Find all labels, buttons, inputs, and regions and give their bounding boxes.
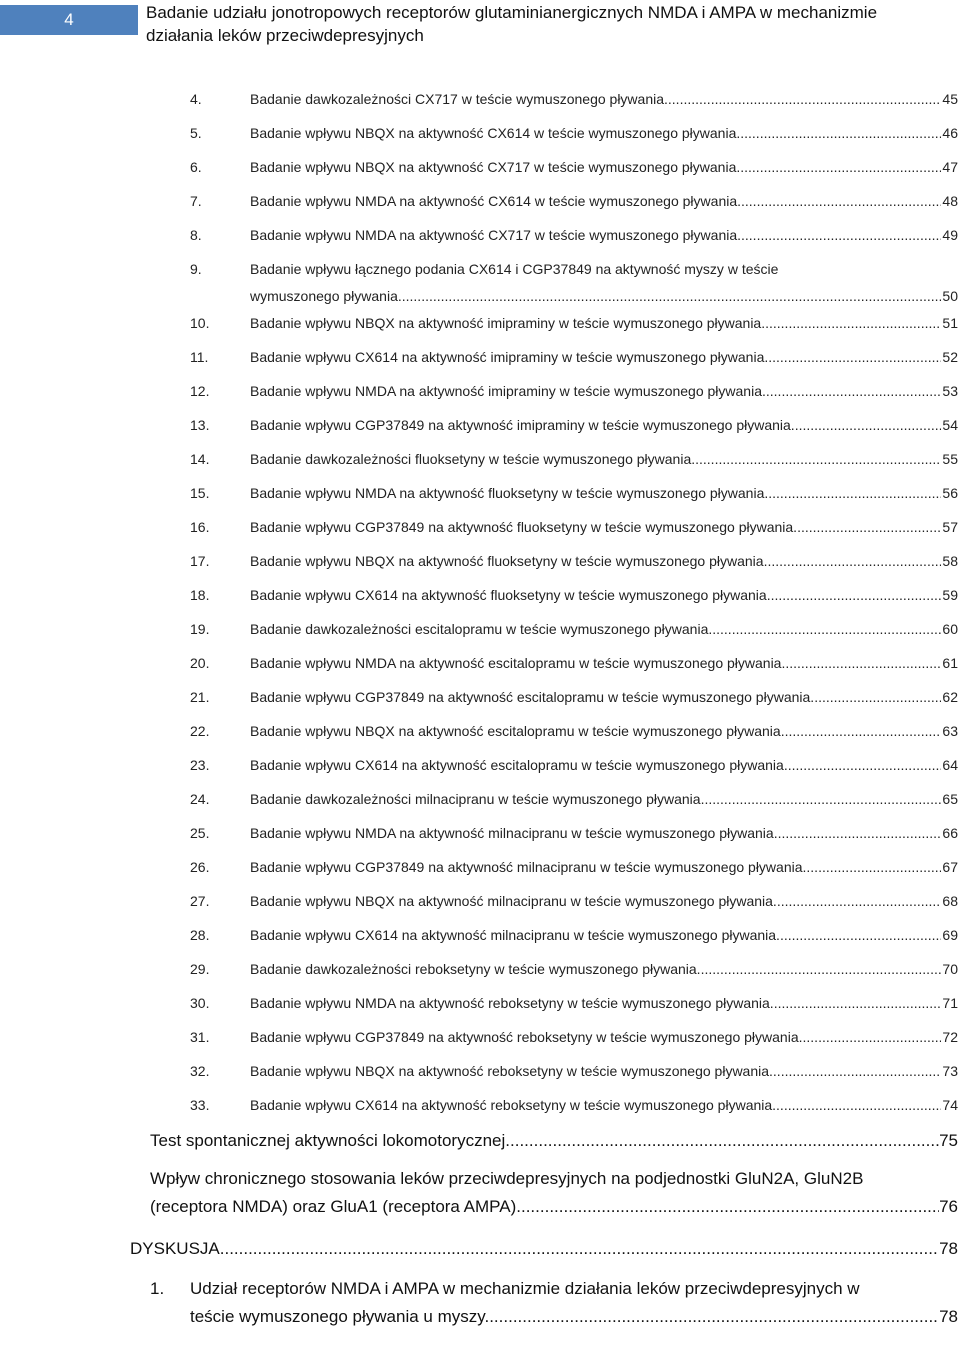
- toc-page-number: 57: [942, 519, 958, 535]
- toc-entry-number: 6.: [190, 159, 202, 175]
- toc-entry[interactable]: [0, 1091, 960, 1125]
- toc-entry-title: Badanie wpływu CGP37849 na aktywność milnacipranu w teście wymuszonego pływania.: [250, 859, 807, 875]
- toc-leader-dots: [774, 989, 942, 1017]
- toc-page-number: 67: [942, 859, 958, 875]
- toc-entry-number: 22.: [190, 723, 210, 739]
- toc-entry-number: 5.: [190, 125, 202, 141]
- toc-page-number: 74: [942, 1097, 958, 1113]
- toc-entry[interactable]: [0, 411, 960, 445]
- toc-entry-title-line-1: Badanie wpływu łącznego podania CX614 i CGP37849 na aktywność myszy w teście: [250, 261, 779, 277]
- toc-leader-dots: [785, 717, 942, 745]
- toc-section-title: DYSKUSJA: [130, 1239, 220, 1258]
- toc-entry[interactable]: [0, 445, 960, 479]
- toc-entry-title: Badanie dawkozależności escitalopramu w teście wymuszonego pływania.: [250, 621, 713, 637]
- toc-entry-title: Badanie wpływu CGP37849 na aktywność fluoksetyny w teście wymuszonego pływania.: [250, 519, 798, 535]
- toc-page-number: 54: [942, 417, 958, 433]
- toc-leader-dots: [776, 1091, 941, 1119]
- toc-entry-title: Badanie wpływu NBQX na aktywność fluoksetyny w teście wymuszonego pływania.: [250, 553, 768, 569]
- toc-page-number: 75: [939, 1131, 958, 1150]
- toc-section-title-line-1: Udział receptorów NMDA i AMPA w mechanizmie działania leków przeciwdepresyjnych w: [190, 1279, 860, 1298]
- toc-section-title: teście wymuszonego pływania u myszy.: [190, 1307, 490, 1326]
- toc-leader-dots: [803, 1023, 942, 1051]
- toc-page-number: 66: [942, 825, 958, 841]
- toc-leader-dots: [795, 411, 942, 439]
- toc-page-number: 68: [942, 893, 958, 909]
- toc-leader-dots: [668, 85, 942, 113]
- toc-page-number: 50: [942, 288, 958, 304]
- toc-leader-dots: [740, 153, 941, 181]
- page-number-badge: 4: [0, 5, 138, 35]
- toc-leader-dots: [701, 955, 942, 983]
- toc-entry-number: 29.: [190, 961, 210, 977]
- toc-leader-dots: [505, 1125, 939, 1157]
- toc-entry[interactable]: [0, 119, 960, 153]
- toc-entry-number: 25.: [190, 825, 210, 841]
- toc-entry-title: Badanie wpływu NMDA na aktywność CX614 w teście wymuszonego pływania.: [250, 193, 742, 209]
- toc-page-number: 69: [942, 927, 958, 943]
- toc-entry-title: Badanie wpływu CGP37849 na aktywność reboksetyny w teście wymuszonego pływania.: [250, 1029, 803, 1045]
- toc-entry-title: Badanie wpływu NMDA na aktywność imipraminy w teście wymuszonego pływania.: [250, 383, 766, 399]
- header-title-line-1: Badanie udziału jonotropowych receptorów glutaminianergicznych NMDA i AMPA w mechanizmie: [146, 3, 878, 22]
- toc-leader-dots: [740, 119, 941, 147]
- toc-entry-number: 18.: [190, 587, 210, 603]
- toc-leader-dots: [220, 1233, 939, 1265]
- toc-entry-title: Badanie wpływu NBQX na aktywność escitalopramu w teście wymuszonego pływania.: [250, 723, 785, 739]
- toc-section-discussion-1[interactable]: [0, 1275, 960, 1335]
- toc-entry-number: 33.: [190, 1097, 210, 1113]
- toc-entry[interactable]: [0, 187, 960, 221]
- toc-entry-number: 8.: [190, 227, 202, 243]
- toc-entry[interactable]: [0, 309, 960, 343]
- toc-entry-list: [0, 85, 960, 1125]
- toc-entry-title: Badanie wpływu NBQX na aktywność reboksetyny w teście wymuszonego pływania.: [250, 1063, 773, 1079]
- toc-entry-title: Badanie wpływu CX614 na aktywność milnacipranu w teście wymuszonego pływania.: [250, 927, 780, 943]
- toc-page-number: 62: [942, 689, 958, 705]
- running-header: [0, 0, 960, 50]
- toc-entry-title: Badanie wpływu CX614 na aktywność reboksetyny w teście wymuszonego pływania.: [250, 1097, 777, 1113]
- toc-entry-title: Badanie wpływu NBQX na aktywność imipraminy w teście wymuszonego pływania.: [250, 315, 766, 331]
- toc-entry-number: 30.: [190, 995, 210, 1011]
- toc-page-number: 65: [942, 791, 958, 807]
- toc-entry-title: Badanie dawkozależności milnacipranu w teście wymuszonego pływania.: [250, 791, 705, 807]
- toc-page-number: 73: [942, 1063, 958, 1079]
- toc-leader-dots: [806, 853, 941, 881]
- toc-entry[interactable]: [0, 955, 960, 989]
- toc-leader-dots: [741, 187, 941, 215]
- toc-entry[interactable]: [0, 989, 960, 1023]
- toc-entry[interactable]: [0, 221, 960, 255]
- toc-entry-number: 12.: [190, 383, 210, 399]
- toc-entry-number: 21.: [190, 689, 210, 705]
- toc-leader-dots: [788, 751, 942, 779]
- toc-page-number: 48: [942, 193, 958, 209]
- toc-page-number: 55: [942, 451, 958, 467]
- toc-page-number: 72: [942, 1029, 958, 1045]
- toc-entry-number: 10.: [190, 315, 210, 331]
- toc-page-number: 46: [942, 125, 958, 141]
- toc-entry-number: 9.: [190, 261, 202, 277]
- toc-page-number: 78: [939, 1307, 958, 1326]
- toc-section-title: (receptora NMDA) oraz GluA1 (receptora AMPA).: [150, 1197, 521, 1216]
- toc-page-number: 58: [942, 553, 958, 569]
- toc-entry[interactable]: [0, 683, 960, 717]
- toc-entry-number: 7.: [190, 193, 202, 209]
- toc-entry-title: Badanie wpływu NBQX na aktywność CX717 w teście wymuszonego pływania.: [250, 159, 741, 175]
- toc-entry-number: 28.: [190, 927, 210, 943]
- toc-leader-dots: [767, 547, 941, 575]
- toc-leader-dots: [771, 581, 942, 609]
- toc-entry-number: 17.: [190, 553, 210, 569]
- toc-entry-number: 19.: [190, 621, 210, 637]
- toc-page-number: 49: [942, 227, 958, 243]
- toc-entry[interactable]: [0, 717, 960, 751]
- toc-entry-number: 23.: [190, 757, 210, 773]
- toc-leader-dots: [777, 887, 942, 915]
- toc-entry-number: 32.: [190, 1063, 210, 1079]
- toc-entry-title: Badanie dawkozależności fluoksetyny w teście wymuszonego pływania.: [250, 451, 696, 467]
- toc-section-locomotor[interactable]: [0, 1125, 960, 1159]
- toc-entry-title: Badanie wpływu NMDA na aktywność reboksetyny w teście wymuszonego pływania.: [250, 995, 774, 1011]
- toc-entry[interactable]: [0, 1023, 960, 1057]
- toc-entry-number: 24.: [190, 791, 210, 807]
- toc-entry[interactable]: [0, 153, 960, 187]
- toc-entry[interactable]: [0, 513, 960, 547]
- toc-section-title-line-1: Wpływ chronicznego stosowania leków przeciwdepresyjnych na podjednostki GluN2A, GluN2B: [150, 1169, 864, 1188]
- header-title-line-2: działania leków przeciwdepresyjnych: [146, 26, 424, 45]
- toc-entry[interactable]: [0, 615, 960, 649]
- toc-entry-title: Badanie wpływu NBQX na aktywność milnacipranu w teście wymuszonego pływania.: [250, 893, 777, 909]
- toc-entry-title: Badanie wpływu CGP37849 na aktywność imipraminy w teście wymuszonego pływania.: [250, 417, 795, 433]
- toc-entry[interactable]: [0, 377, 960, 411]
- toc-page-number: 59: [942, 587, 958, 603]
- toc-page-number: 61: [942, 655, 958, 671]
- toc-entry[interactable]: [0, 547, 960, 581]
- toc-page-number: 53: [942, 383, 958, 399]
- toc-leader-dots: [765, 309, 941, 337]
- toc-entry[interactable]: [0, 853, 960, 887]
- toc-entry-title: wymuszonego pływania: [250, 288, 398, 304]
- toc-page-number: 60: [942, 621, 958, 637]
- toc-entry-title: Badanie wpływu CX614 na aktywność fluoksetyny w teście wymuszonego pływania.: [250, 587, 771, 603]
- toc-entry-number: 27.: [190, 893, 210, 909]
- toc-entry[interactable]: [0, 649, 960, 683]
- toc-entry-title: Badanie dawkozależności CX717 w teście wymuszonego pływania.: [250, 91, 668, 107]
- toc-entry[interactable]: [0, 819, 960, 853]
- table-of-contents: [0, 85, 960, 1335]
- toc-leader-dots: [773, 1057, 942, 1085]
- toc-entry-title: Badanie wpływu NMDA na aktywność milnacipranu w teście wymuszonego pływania.: [250, 825, 778, 841]
- toc-entry-title: Badanie wpływu NBQX na aktywność CX614 w teście wymuszonego pływania.: [250, 125, 741, 141]
- toc-entry-title: Badanie wpływu CGP37849 na aktywność escitalopramu w teście wymuszonego pływania.: [250, 689, 815, 705]
- toc-leader-dots: [785, 649, 941, 677]
- toc-page-number: 56: [942, 485, 958, 501]
- toc-page-number: 52: [942, 349, 958, 365]
- toc-entry-number: 1.: [150, 1279, 165, 1298]
- toc-entry-number: 15.: [190, 485, 210, 501]
- toc-leader-dots: [797, 513, 941, 541]
- toc-page-number: 64: [942, 757, 958, 773]
- toc-entry-title: Badanie wpływu NMDA na aktywność CX717 w teście wymuszonego pływania.: [250, 227, 742, 243]
- toc-leader-dots: [704, 785, 941, 813]
- running-header-title: [146, 1, 951, 47]
- toc-page-number: 76: [939, 1197, 958, 1216]
- toc-entry[interactable]: [0, 581, 960, 615]
- toc-page-number: 71: [942, 995, 958, 1011]
- toc-page-number: 70: [942, 961, 958, 977]
- toc-page-number: 51: [942, 315, 958, 331]
- toc-entry[interactable]: [0, 479, 960, 513]
- toc-leader-dots: [521, 1193, 939, 1221]
- toc-entry-number: 11.: [190, 349, 209, 365]
- toc-leader-dots: [814, 683, 941, 711]
- toc-leader-dots: [768, 343, 941, 371]
- toc-entry[interactable]: [0, 1057, 960, 1091]
- toc-page-number: 78: [939, 1239, 958, 1258]
- toc-section-chronic[interactable]: [0, 1165, 960, 1225]
- toc-leader-dots: [398, 283, 942, 309]
- toc-page-number: 45: [942, 91, 958, 107]
- toc-leader-dots: [741, 221, 941, 249]
- toc-page-number: 63: [942, 723, 958, 739]
- toc-entry[interactable]: [0, 785, 960, 819]
- toc-entry-number: 13.: [190, 417, 210, 433]
- toc-leader-dots: [768, 479, 941, 507]
- toc-entry-title: Badanie wpływu NMDA na aktywność fluoksetyny w teście wymuszonego pływania.: [250, 485, 769, 501]
- toc-entry-number: 4.: [190, 91, 202, 107]
- toc-leader-dots: [695, 445, 941, 473]
- toc-entry[interactable]: [0, 921, 960, 955]
- toc-entry-title: Badanie wpływu CX614 na aktywność escitalopramu w teście wymuszonego pływania.: [250, 757, 788, 773]
- toc-entry-title: Badanie wpływu NMDA na aktywność escitalopramu w teście wymuszonego pływania.: [250, 655, 786, 671]
- toc-leader-dots: [712, 615, 941, 643]
- toc-entry-title: Badanie dawkozależności reboksetyny w teście wymuszonego pływania.: [250, 961, 701, 977]
- toc-entry-number: 14.: [190, 451, 210, 467]
- toc-entry-number: 20.: [190, 655, 210, 671]
- toc-leader-dots: [489, 1303, 939, 1331]
- toc-leader-dots: [766, 377, 942, 405]
- toc-entry[interactable]: [0, 343, 960, 377]
- toc-section-dyskusja[interactable]: [0, 1233, 960, 1267]
- toc-entry-number: 26.: [190, 859, 210, 875]
- toc-entry[interactable]: [0, 85, 960, 119]
- toc-section-title: Test spontanicznej aktywności lokomotorycznej: [150, 1131, 506, 1150]
- toc-entry-number: 31.: [190, 1029, 210, 1045]
- toc-entry[interactable]: [0, 255, 960, 309]
- toc-entry-title: Badanie wpływu CX614 na aktywność imipraminy w teście wymuszonego pływania.: [250, 349, 769, 365]
- toc-entry[interactable]: [0, 887, 960, 921]
- toc-leader-dots: [780, 921, 941, 949]
- toc-leader-dots: [778, 819, 942, 847]
- toc-page-number: 47: [942, 159, 958, 175]
- toc-entry-number: 16.: [190, 519, 210, 535]
- toc-entry[interactable]: [0, 751, 960, 785]
